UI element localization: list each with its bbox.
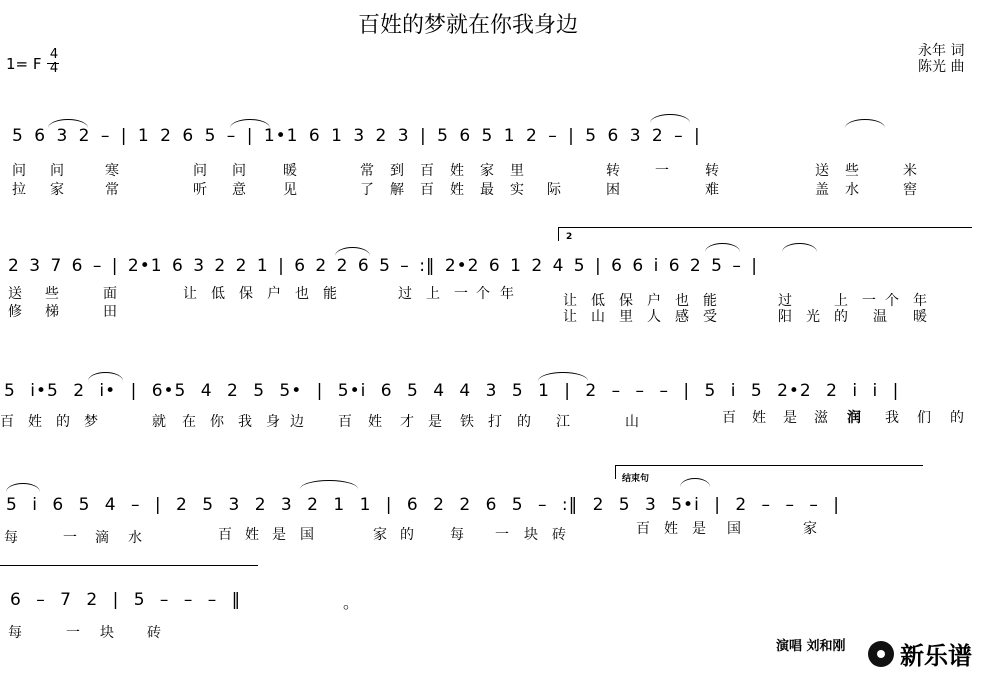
- lyric: 个: [476, 286, 490, 302]
- lyric: 窖: [903, 182, 917, 198]
- lyric: 姓: [28, 414, 42, 430]
- ending-bracket: [615, 465, 923, 466]
- lyric: 低: [591, 293, 605, 309]
- lyric: 保: [239, 286, 253, 302]
- lyric: 你: [210, 414, 224, 430]
- lyric: 最: [480, 182, 494, 198]
- lyric: 每: [450, 527, 464, 543]
- lyric: 见: [283, 182, 297, 198]
- lyric: 一: [63, 530, 77, 546]
- lyric: 让: [563, 309, 577, 325]
- lyric: 百: [636, 521, 650, 537]
- lyric: 是: [692, 521, 706, 537]
- lyric: 块: [100, 625, 114, 641]
- lyric: 是: [272, 527, 286, 543]
- lyric: 们: [917, 410, 931, 426]
- lyric: 姓: [664, 521, 678, 537]
- lyric: 百: [338, 414, 352, 430]
- notation-row-4: 5 i 6 5 4 – | 2 5 3 2 3 2 1 1 | 6 2 2 6 5 – :‖ 2 5 3 5•i | 2 – – – |: [6, 495, 840, 515]
- lyric: 滋: [814, 410, 828, 426]
- lyric: 困: [606, 182, 620, 198]
- lyric: 米: [903, 163, 917, 179]
- lyric: 常: [105, 182, 119, 198]
- lyric: 户: [647, 293, 661, 309]
- lyric: 转: [705, 163, 719, 179]
- lyric: 家: [50, 182, 64, 198]
- lyric: 面: [103, 286, 117, 302]
- lyric: 一: [655, 163, 669, 179]
- lyric: 些: [845, 163, 859, 179]
- lyric: 实: [510, 182, 524, 198]
- lyric: 家: [803, 521, 817, 537]
- lyric: 家: [480, 163, 494, 179]
- lyric: 铁: [460, 414, 474, 430]
- slur: [680, 478, 710, 487]
- lyric: 际: [547, 182, 561, 198]
- slur: [300, 480, 358, 489]
- lyric: 年: [913, 293, 927, 309]
- lyric: 百: [218, 527, 232, 543]
- lyric: 年: [500, 286, 514, 302]
- composer-credit: 陈光 曲: [918, 59, 965, 75]
- end-mark: 。: [343, 593, 360, 612]
- lyric: 也: [675, 293, 689, 309]
- lyric: 温: [873, 309, 887, 325]
- lyric: 百: [420, 163, 434, 179]
- lyric: 人: [647, 309, 661, 325]
- slur: [335, 247, 370, 256]
- lyric: 的: [950, 410, 964, 426]
- lyric: 能: [703, 293, 717, 309]
- slur: [650, 114, 690, 123]
- lyric: 打: [488, 414, 502, 430]
- lyric: 姓: [245, 527, 259, 543]
- lyric: 过: [778, 293, 792, 309]
- lyric: 修: [8, 304, 22, 320]
- lyric: 是: [783, 410, 797, 426]
- volta-number: 2: [566, 232, 573, 242]
- lyric: 百: [420, 182, 434, 198]
- lyric: 寒: [105, 163, 119, 179]
- volta-bracket: [558, 227, 972, 228]
- lyric: 姓: [450, 163, 464, 179]
- lyric: 才: [400, 414, 414, 430]
- lyric: 感: [675, 309, 689, 325]
- lyric: 的: [56, 414, 70, 430]
- lyric: 送: [815, 163, 829, 179]
- lyric: 一: [862, 293, 876, 309]
- lyric: 常: [360, 163, 374, 179]
- lyric: 保: [619, 293, 633, 309]
- lyric: 暖: [283, 163, 297, 179]
- lyric: 我: [238, 414, 252, 430]
- lyric: 一: [66, 625, 80, 641]
- lyric: 上: [834, 293, 848, 309]
- lyric: 问: [12, 163, 26, 179]
- key-signature: 1= F: [6, 55, 42, 73]
- lyric: 山: [591, 309, 605, 325]
- ending-bracket-continued: [0, 565, 258, 566]
- lyric: 梦: [84, 414, 98, 430]
- lyric: 盖: [815, 182, 829, 198]
- lyric: 山: [625, 414, 639, 430]
- lyric: 里: [619, 309, 633, 325]
- volta-hook: [558, 227, 559, 241]
- lyric: 润: [847, 410, 861, 426]
- lyric: 国: [727, 521, 741, 537]
- lyric: 边: [290, 414, 304, 430]
- site-logo: [868, 636, 972, 671]
- lyric: 到: [390, 163, 404, 179]
- slur: [6, 483, 40, 492]
- lyric: 光: [806, 309, 820, 325]
- lyric: 姓: [368, 414, 382, 430]
- lyric: 暖: [913, 309, 927, 325]
- lyric: 水: [845, 182, 859, 198]
- notation-row-3: 5 i•5 2 i• | 6•5 4 2 5 5• | 5•i 6 5 4 4 3 5 1 | 2 – – – | 5 i 5 2•2 2 i i |: [4, 381, 900, 401]
- lyric: 低: [211, 286, 225, 302]
- lyricist-credit: 永年 词: [918, 43, 965, 59]
- lyric: 姓: [752, 410, 766, 426]
- lyric: 田: [103, 304, 117, 320]
- record-disc-icon: [868, 641, 894, 667]
- lyric: 一: [495, 527, 509, 543]
- lyric: 就: [152, 414, 166, 430]
- lyric: 户: [267, 286, 281, 302]
- lyric: 水: [128, 530, 142, 546]
- lyric: 转: [606, 163, 620, 179]
- lyric: 解: [390, 182, 404, 198]
- lyric: 的: [517, 414, 531, 430]
- lyric: 阳: [778, 309, 792, 325]
- lyric: 听: [193, 182, 207, 198]
- lyric: 个: [885, 293, 899, 309]
- slur: [48, 119, 88, 128]
- slur: [88, 372, 123, 381]
- slur: [782, 243, 817, 252]
- lyric: 问: [50, 163, 64, 179]
- lyric: 里: [510, 163, 524, 179]
- ending-label: 结束句: [622, 474, 650, 484]
- lyric: 我: [885, 410, 899, 426]
- lyric: 意: [232, 182, 246, 198]
- lyric: 在: [182, 414, 196, 430]
- lyric: 砖: [552, 527, 566, 543]
- lyric: 每: [4, 530, 18, 546]
- slur: [705, 243, 740, 252]
- lyric: 块: [524, 527, 538, 543]
- lyric: 过: [398, 286, 412, 302]
- slur: [845, 119, 885, 128]
- lyric: 拉: [12, 182, 26, 198]
- lyric: 每: [8, 625, 22, 641]
- lyric: 国: [300, 527, 314, 543]
- song-title: 百姓的梦就在你我身边: [358, 13, 579, 38]
- lyric: 梯: [45, 304, 59, 320]
- lyric: 一: [454, 286, 468, 302]
- notation-row-1: 5 6 3 2 – | 1 2 6 5 – | 1•1 6 1 3 2 3 | 5 6 5 1 2 – | 5 6 3 2 – |: [12, 126, 701, 146]
- slur: [230, 119, 270, 128]
- logo-text: 新乐谱: [900, 642, 972, 670]
- lyric: 百: [0, 414, 14, 430]
- time-signature-numerator: 4: [49, 47, 59, 62]
- lyric: 了: [360, 182, 374, 198]
- singer-credit: 演唱 刘和刚: [776, 639, 846, 654]
- lyric: 问: [232, 163, 246, 179]
- lyric: 身: [266, 414, 280, 430]
- ending-hook: [615, 465, 616, 479]
- lyric: 问: [193, 163, 207, 179]
- lyric: 让: [563, 293, 577, 309]
- slur: [538, 372, 588, 381]
- lyric: 能: [323, 286, 337, 302]
- lyric: 砖: [147, 625, 161, 641]
- lyric: 滴: [95, 530, 109, 546]
- lyric: 的: [834, 309, 848, 325]
- lyric: 些: [45, 286, 59, 302]
- notation-row-5: 6 – 7 2 | 5 – – – ‖: [10, 590, 242, 610]
- time-signature-denominator: 4: [49, 61, 59, 76]
- lyric: 受: [703, 309, 717, 325]
- lyric: 百: [722, 410, 736, 426]
- lyric: 江: [556, 414, 570, 430]
- lyric: 也: [295, 286, 309, 302]
- lyric: 姓: [450, 182, 464, 198]
- lyric: 上: [426, 286, 440, 302]
- lyric: 让: [183, 286, 197, 302]
- notation-row-2: 2 3 7 6 – | 2•1 6 3 2 2 1 | 6 2 2 6 5 – :‖ 2•2 6 1 2 4 5 | 6 6 i 6 2 5 – |: [8, 256, 758, 276]
- lyric: 是: [428, 414, 442, 430]
- lyric: 的: [400, 527, 414, 543]
- lyric: 送: [8, 286, 22, 302]
- lyric: 家: [373, 527, 387, 543]
- lyric: 难: [705, 182, 719, 198]
